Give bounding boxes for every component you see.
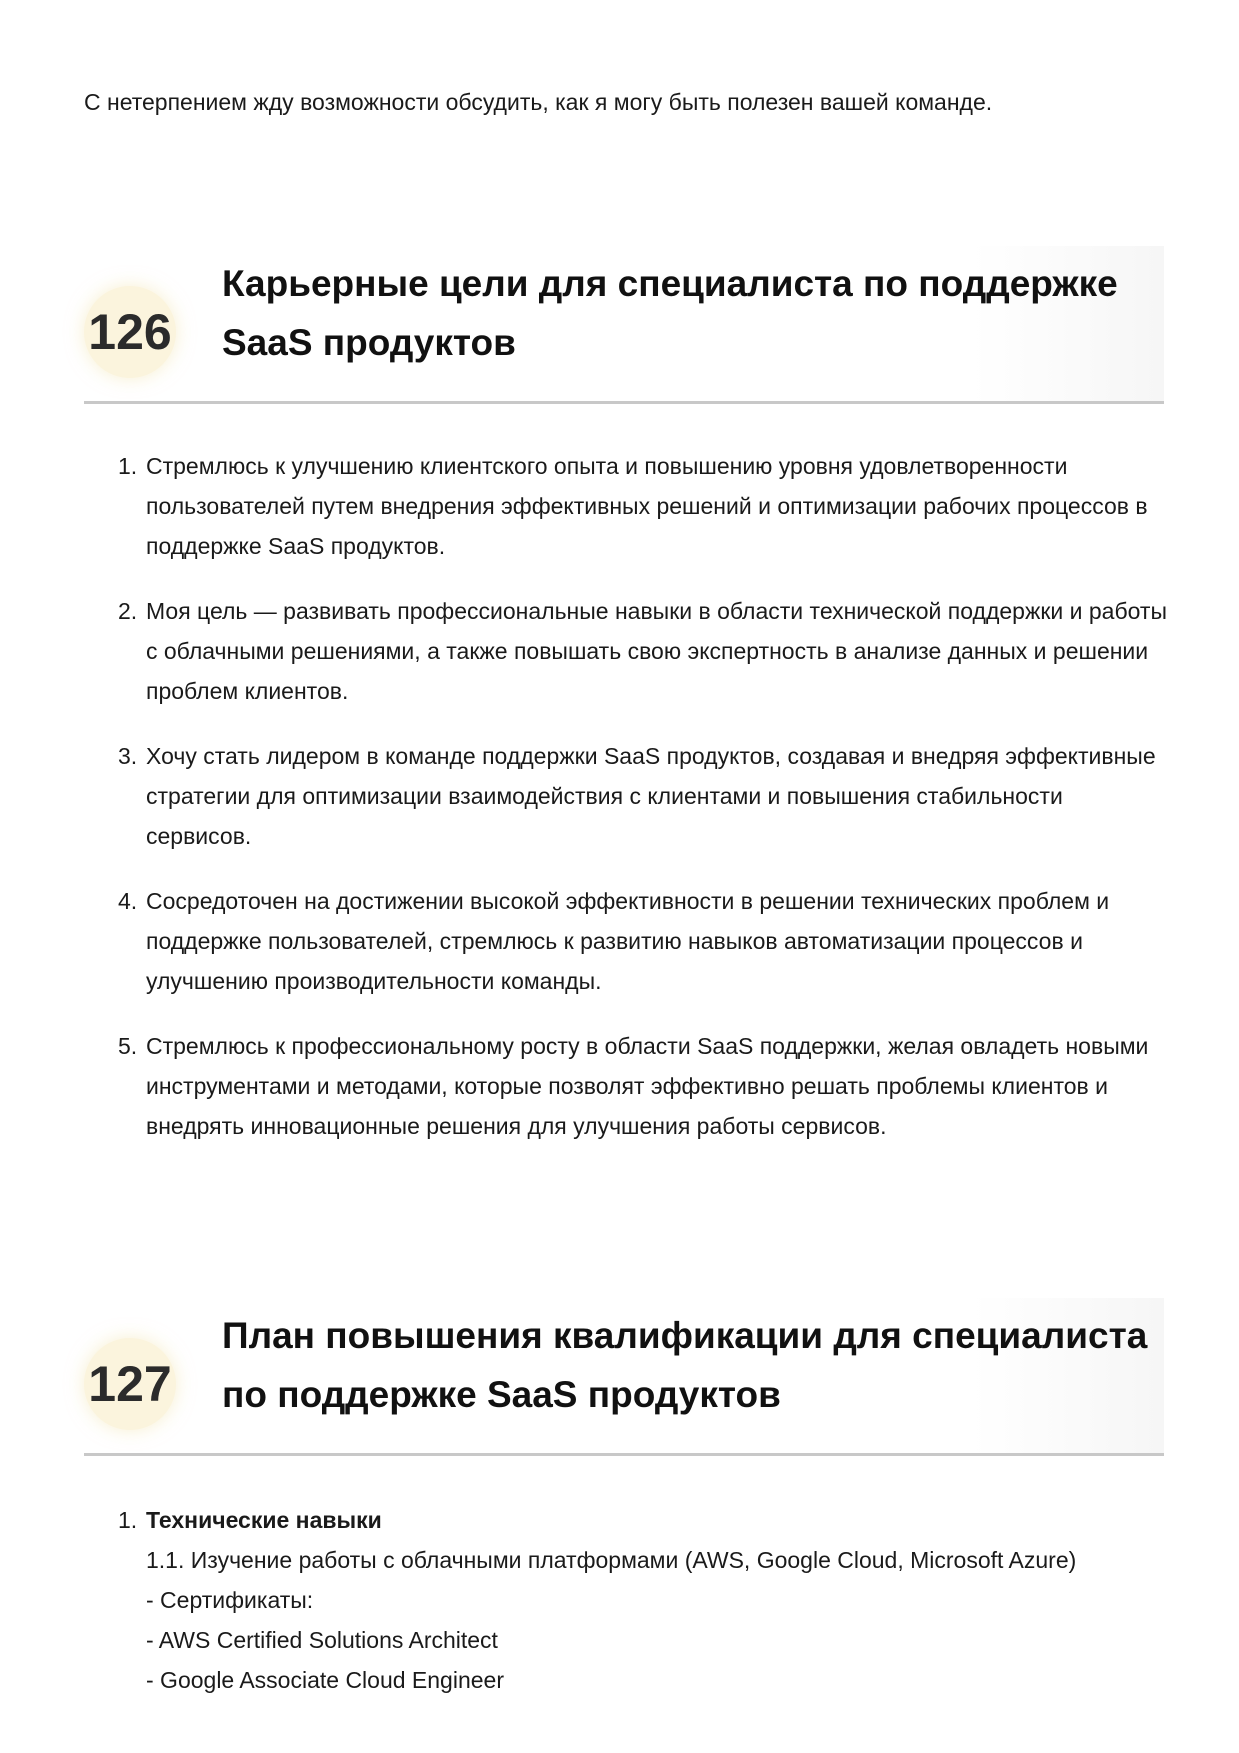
section-number-badge: 127 [84,1338,176,1430]
list-item-text: Стремлюсь к профессиональному росту в области SaaS поддержки, желая овладеть новыми инструментами и методами, которые позволят эффективно решать проблемы клиентов и внедрять инновационные решения для улучшения работы сервисов. [146,1033,1149,1139]
career-goals-list [120,446,1170,1171]
list-item-number: 1. [118,453,138,479]
list-item-number: 5. [118,1033,138,1059]
list-item-number: 1. [118,1507,138,1533]
plan-heading: Технические навыки [146,1507,382,1533]
list-item-number: 4. [118,888,138,914]
plan-line: 1.1. Изучение работы с облачными платформами (AWS, Google Cloud, Microsoft Azure) [146,1547,1077,1573]
list-item-number: 2. [118,598,138,624]
list-item-text: Хочу стать лидером в команде поддержки SaaS продуктов, создавая и внедряя эффективные стратегии для оптимизации взаимодействия с клиентами и повышения стабильности сервисов. [146,743,1156,849]
section-number-badge: 126 [84,286,176,378]
list-item [120,881,1170,1001]
list-item [120,591,1170,711]
intro-paragraph: С нетерпением жду возможности обсудить, как я могу быть полезен вашей команде. [84,89,993,115]
list-item [120,736,1170,856]
qualification-plan [120,1500,1170,1700]
list-item [120,1026,1170,1146]
plan-item [120,1500,1170,1700]
list-item-text: Сосредоточен на достижении высокой эффективности в решении технических проблем и поддержке пользователей, стремлюсь к развитию навыков автоматизации процессов и улучшению производительности команды. [146,888,1110,994]
plan-line: - Сертификаты: [146,1587,314,1613]
plan-line: - Google Associate Cloud Engineer [146,1667,504,1693]
list-item-text: Стремлюсь к улучшению клиентского опыта и повышению уровня удовлетворенности пользователей путем внедрения эффективных решений и оптимизации рабочих процессов в поддержке SaaS продуктов. [146,453,1148,559]
section-header-126 [84,246,1164,404]
section-header-127 [84,1298,1164,1456]
section-title: Карьерные цели для специалиста по поддержке SaaS продуктов [222,263,1118,363]
list-item-number: 3. [118,743,138,769]
list-item [120,446,1170,566]
section-title: План повышения квалификации для специалиста по поддержке SaaS продуктов [222,1315,1148,1415]
list-item-text: Моя цель — развивать профессиональные навыки в области технической поддержки и работы с облачными решениями, а также повышать свою экспертность в анализе данных и решении проблем клиентов. [146,598,1167,704]
plan-line: - AWS Certified Solutions Architect [146,1627,498,1653]
